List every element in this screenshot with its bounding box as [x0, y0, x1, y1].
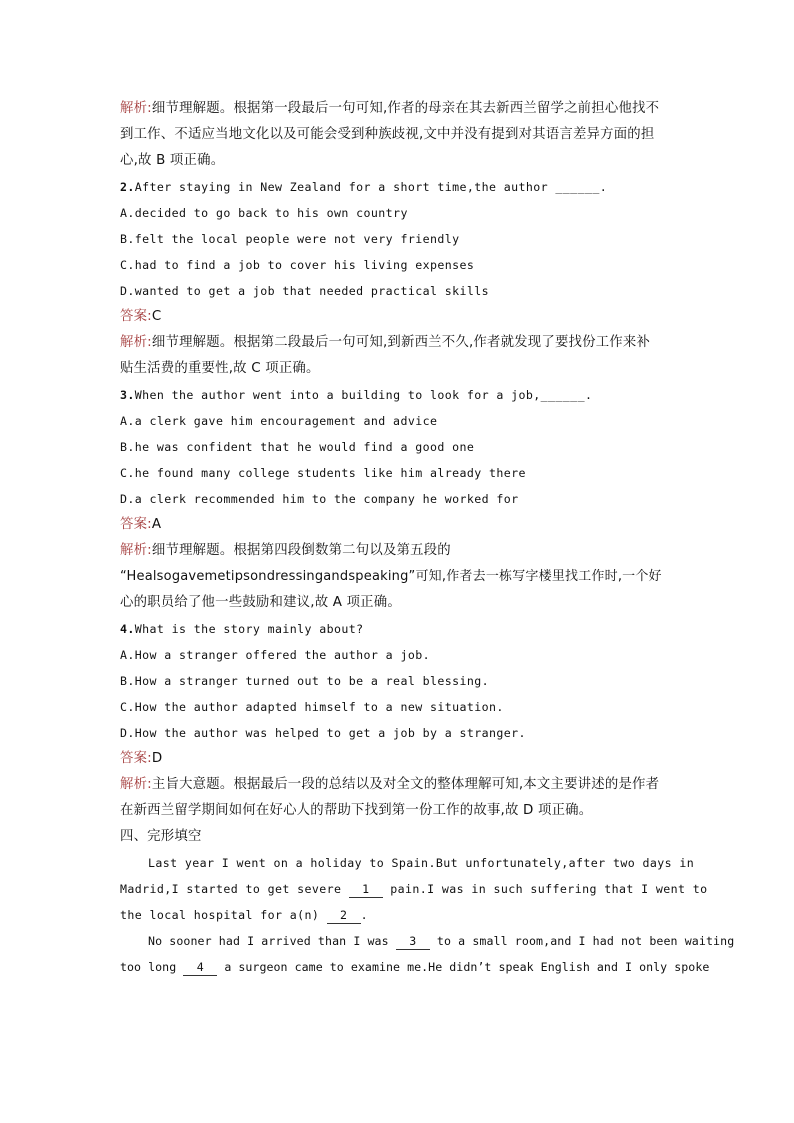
question-4-explanation-line2: 在新西兰留学期间如何在好心人的帮助下找到第一份工作的故事,故 D 项正确。: [120, 803, 593, 818]
explanation-text: 细节理解题。根据第四段倒数第二句以及第五段的: [151, 543, 451, 558]
cloze-text: .: [360, 908, 369, 922]
question-4-explanation-line1: [120, 772, 680, 798]
cloze-p1-line3: [120, 902, 680, 928]
question-4-option-c: C.How the author adapted himself to a new situation.: [120, 700, 504, 714]
question-number: 3.: [120, 388, 135, 402]
cloze-blank-4: 4: [183, 960, 217, 976]
question-2-option-d: D.wanted to get a job that needed practical skills: [120, 284, 490, 298]
cloze-text: a surgeon came to examine me.He didn’t speak English and I only spoke: [224, 960, 710, 974]
question-3-explanation-line1: [120, 538, 680, 564]
explanation-label: 解析:: [120, 777, 152, 792]
answer-value: C: [151, 309, 162, 324]
question-number: 4.: [120, 622, 135, 636]
document-page: [120, 96, 735, 980]
cloze-text: Madrid,I started to get severe: [120, 882, 342, 896]
explanation-text: 细节理解题。根据第一段最后一句可知,作者的母亲在其去新西兰留学之前担心他找不: [151, 101, 660, 116]
question-3-option-c: C.he found many college students like him already there: [120, 466, 526, 480]
explanation-q1-line1: [120, 96, 680, 122]
cloze-p2-line1: [120, 928, 735, 954]
question-2-explanation-line2: 贴生活费的重要性,故 C 项正确。: [120, 361, 320, 376]
question-4-option-b: B.How a stranger turned out to be a real blessing.: [120, 674, 490, 688]
question-number: 2.: [120, 180, 135, 194]
question-4-option-a: A.How a stranger offered the author a job.: [120, 648, 430, 662]
explanation-text: 主旨大意题。根据最后一段的总结以及对全文的整体理解可知,本文主要讲述的是作者: [151, 777, 660, 792]
question-2-option-b: B.felt the local people were not very friendly: [120, 232, 460, 246]
question-4-answer: [120, 746, 680, 772]
answer-value: D: [151, 751, 163, 766]
cloze-text: to a small room,and I had not been waiting: [436, 934, 735, 948]
question-2-explanation-line1: [120, 330, 680, 356]
cloze-text: pain.I was in such suffering that I went to: [390, 882, 708, 896]
question-3-explanation-line2: “Healsogavemetipsondressingandspeaking”可知,作者去一栋写字楼里找工作时,一个好: [120, 569, 662, 584]
question-2-option-c: C.had to find a job to cover his living expenses: [120, 258, 475, 272]
question-2-stem: [120, 174, 680, 200]
question-text: After staying in New Zealand for a short time,the author ______.: [134, 180, 608, 194]
cloze-text: the local hospital for a(n): [120, 908, 320, 922]
question-4-option-d: D.How the author was helped to get a job by a stranger.: [120, 726, 526, 740]
explanation-q1-line3: 心,故 B 项正确。: [120, 153, 225, 168]
question-3-option-b: B.he was confident that he would find a good one: [120, 440, 475, 454]
cloze-p1-line2: [120, 876, 708, 902]
cloze-blank-1: 1: [349, 882, 383, 898]
question-3-explanation-line3: 心的职员给了他一些鼓励和建议,故 A 项正确。: [120, 595, 401, 610]
answer-label: 答案:: [120, 751, 152, 766]
answer-value: A: [151, 517, 162, 532]
answer-label: 答案:: [120, 309, 152, 324]
explanation-label: 解析:: [120, 543, 152, 558]
question-3-stem: [120, 382, 680, 408]
question-text: When the author went into a building to look for a job,______.: [134, 388, 593, 402]
explanation-text: 细节理解题。根据第二段最后一句可知,到新西兰不久,作者就发现了要找份工作来补: [151, 335, 651, 350]
question-2-option-a: A.decided to go back to his own country: [120, 206, 408, 220]
explanation-q1-line2: 到工作、不适应当地文化以及可能会受到种族歧视,文中并没有提到对其语言差异方面的担: [120, 127, 655, 142]
cloze-blank-2: 2: [327, 908, 361, 924]
question-3-option-a: A.a clerk gave him encouragement and advice: [120, 414, 438, 428]
explanation-label: 解析:: [120, 335, 152, 350]
question-2-answer: [120, 304, 680, 330]
question-4-stem: [120, 616, 680, 642]
explanation-label: 解析:: [120, 101, 152, 116]
cloze-p2-line2: [120, 954, 710, 980]
section-heading: 四、完形填空: [120, 829, 202, 844]
question-text: What is the story mainly about?: [134, 622, 364, 636]
cloze-text: No sooner had I arrived than I was: [148, 934, 389, 948]
cloze-blank-3: 3: [396, 934, 430, 950]
cloze-p1-line1: Last year I went on a holiday to Spain.But unfortunately,after two days in: [148, 856, 695, 870]
answer-label: 答案:: [120, 517, 152, 532]
cloze-text: too long: [120, 960, 177, 974]
question-3-option-d: D.a clerk recommended him to the company he worked for: [120, 492, 519, 506]
question-3-answer: [120, 512, 680, 538]
